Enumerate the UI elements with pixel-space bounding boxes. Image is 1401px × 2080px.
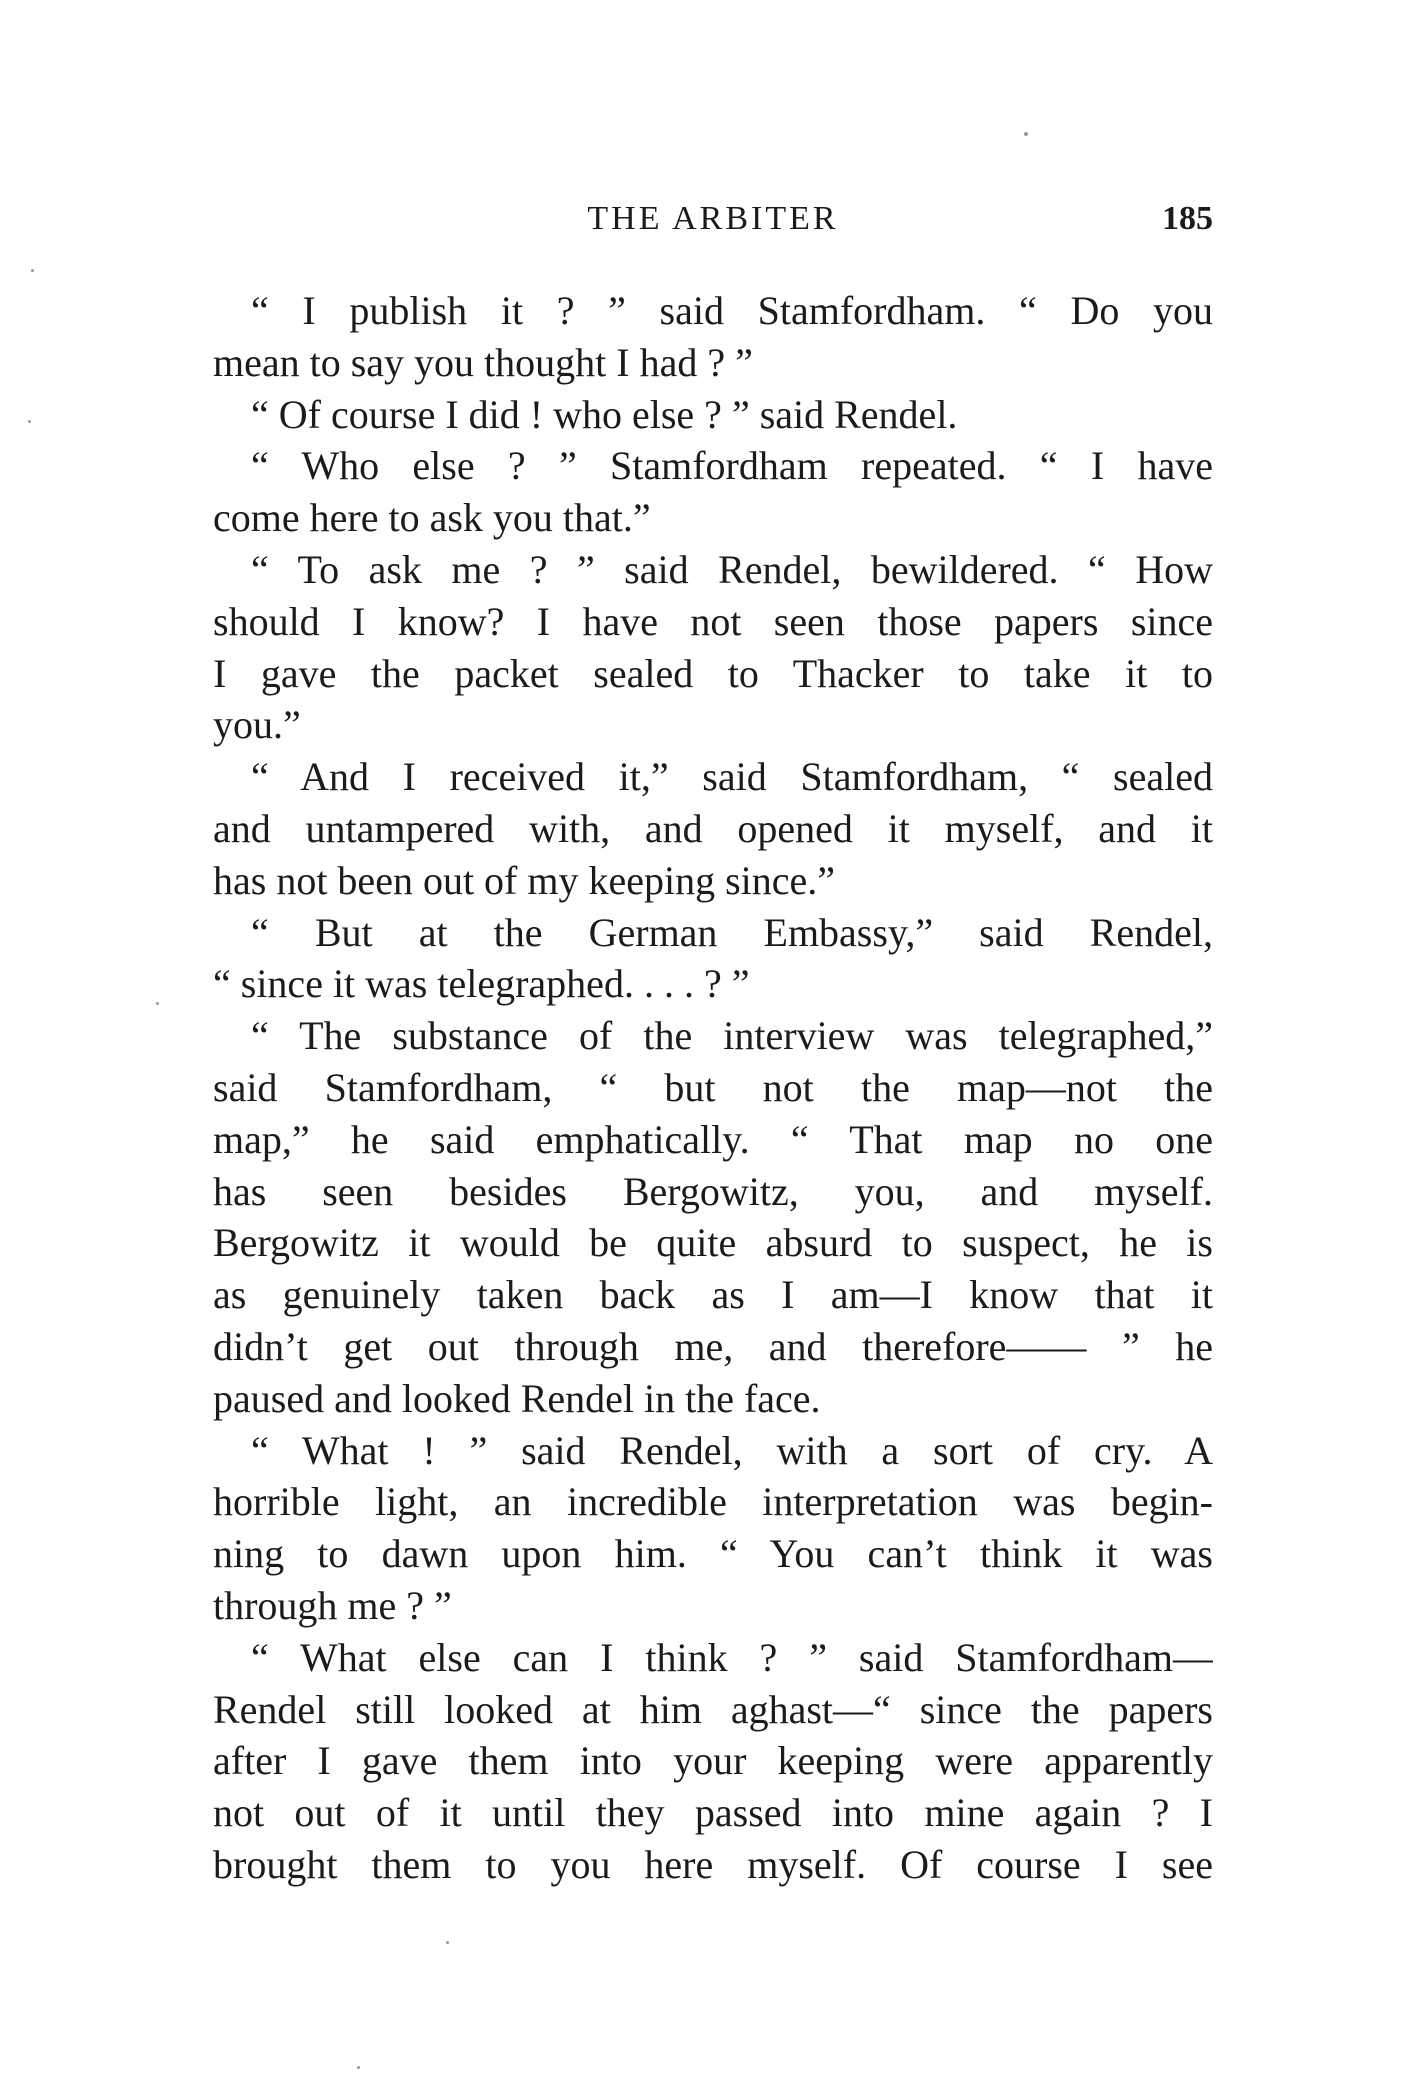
running-title: THE ARBITER: [587, 200, 839, 237]
text-line: “ To ask me ? ” said Rendel, bewildered. “ How: [251, 546, 1213, 592]
text-line: mean to say you thought I had ? ”: [213, 339, 753, 385]
text-line: and untampered with, and opened it myself, and it: [213, 805, 1213, 851]
text-line: Bergowitz it would be quite absurd to suspect, he is: [213, 1220, 1213, 1266]
text-line: “ Of course I did ! who else ? ” said Rendel.: [251, 391, 958, 437]
text-line: not out of it until they passed into mine again ? I: [213, 1790, 1213, 1836]
text-line: “ since it was telegraphed. . . . ? ”: [213, 961, 750, 1007]
text-line: Rendel still looked at him aghast—“ since the papers: [213, 1686, 1213, 1732]
text-line: horrible light, an incredible interpretation was begin-: [213, 1479, 1213, 1525]
text-line: “ But at the German Embassy,” said Rendel,: [251, 909, 1213, 955]
text-line: as genuinely taken back as I am—I know that it: [213, 1272, 1213, 1318]
scan-speck: [1024, 132, 1028, 136]
text-line: “ Who else ? ” Stamfordham repeated. “ I have: [251, 443, 1213, 489]
text-line: didn’t get out through me, and therefore—— ” he: [213, 1323, 1213, 1369]
scan-speck: [357, 2066, 360, 2069]
scan-speck: [156, 1002, 159, 1005]
text-line: after I gave them into your keeping were apparently: [213, 1738, 1213, 1784]
text-line: brought them to you here myself. Of course I see: [213, 1841, 1213, 1887]
scan-speck: [446, 1941, 449, 1944]
body-text: [213, 285, 1213, 1891]
text-line: “ What ! ” said Rendel, with a sort of cry. A: [251, 1427, 1213, 1473]
text-line: you.”: [213, 702, 301, 748]
scan-speck: [28, 420, 31, 423]
text-line: map,” he said emphatically. “ That map no one: [213, 1116, 1213, 1162]
page-number: 185: [1162, 200, 1213, 237]
text-line: “ What else can I think ? ” said Stamfordham—: [251, 1634, 1213, 1680]
text-line: ning to dawn upon him. “ You can’t think it was: [213, 1531, 1213, 1577]
text-line: “ The substance of the interview was telegraphed,”: [251, 1013, 1213, 1059]
text-line: has not been out of my keeping since.”: [213, 857, 836, 903]
text-line: “ And I received it,” said Stamfordham, “ sealed: [251, 754, 1213, 800]
text-line: has seen besides Bergowitz, you, and myself.: [213, 1168, 1213, 1214]
text-line: come here to ask you that.”: [213, 495, 651, 541]
text-line: I gave the packet sealed to Thacker to take it to: [213, 650, 1213, 696]
text-line: should I know? I have not seen those papers since: [213, 598, 1213, 644]
text-line: said Stamfordham, “ but not the map—not the: [213, 1064, 1213, 1110]
text-line: paused and looked Rendel in the face.: [213, 1375, 821, 1421]
running-head: [213, 200, 1213, 250]
text-line: through me ? ”: [213, 1582, 452, 1628]
text-line: “ I publish it ? ” said Stamfordham. “ Do you: [251, 288, 1213, 333]
scan-speck: [31, 269, 34, 272]
